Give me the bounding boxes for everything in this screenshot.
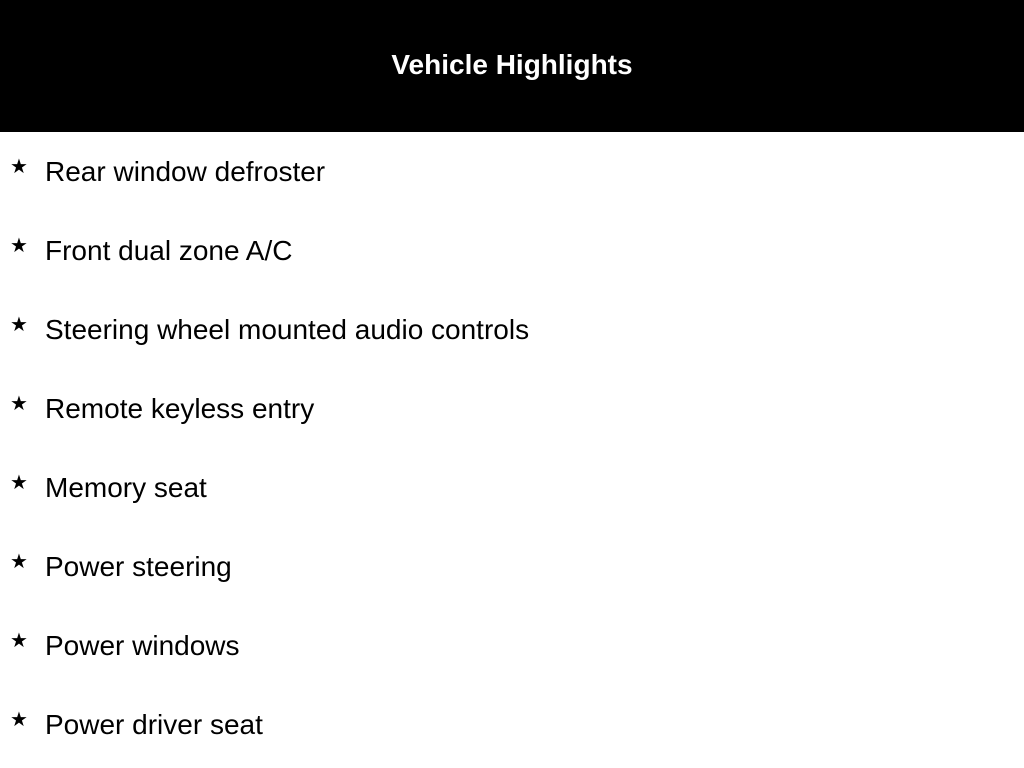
star-icon: ★ (10, 154, 28, 178)
list-item-label: Remote keyless entry (45, 393, 315, 424)
list-item (0, 156, 1024, 196)
list-item-label: Power windows (45, 630, 240, 661)
star-icon: ★ (10, 312, 28, 336)
list-item (0, 393, 1024, 433)
list-item-label: Memory seat (45, 472, 207, 503)
header-bar (0, 0, 1024, 132)
list-item-label: Steering wheel mounted audio controls (45, 314, 530, 345)
list-item-label: Front dual zone A/C (45, 235, 293, 266)
list-item (0, 709, 1024, 749)
star-icon: ★ (10, 391, 28, 415)
list-item (0, 551, 1024, 591)
star-icon: ★ (10, 549, 28, 573)
star-icon: ★ (10, 470, 28, 494)
list-item-label: Rear window defroster (45, 156, 326, 187)
list-item (0, 235, 1024, 275)
page-title: Vehicle Highlights (391, 49, 633, 80)
list-item-label: Power steering (45, 551, 232, 582)
list-item (0, 630, 1024, 670)
star-icon: ★ (10, 233, 28, 257)
list-item (0, 314, 1024, 354)
highlights-list (0, 132, 1024, 768)
star-icon: ★ (10, 707, 28, 731)
star-icon: ★ (10, 628, 28, 652)
list-item (0, 472, 1024, 512)
list-item-label: Power driver seat (45, 709, 263, 740)
